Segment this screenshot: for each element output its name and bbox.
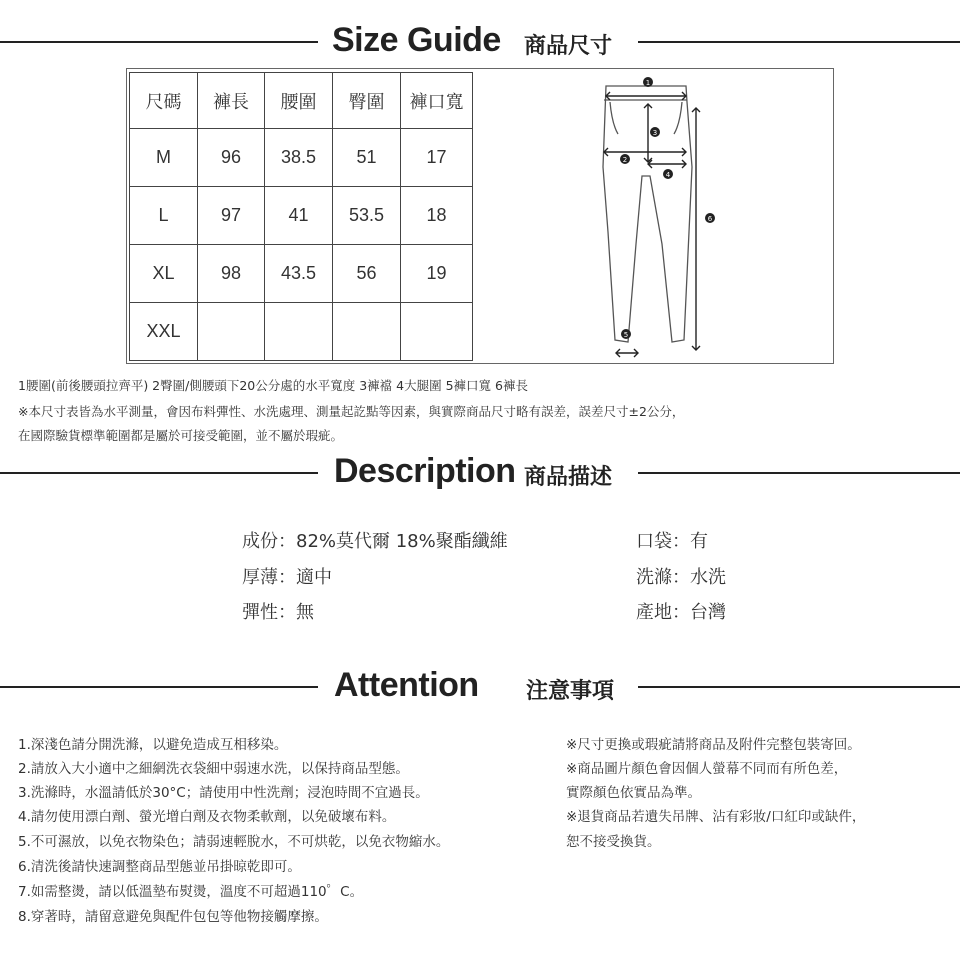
return-note: ※尺寸更換或瑕疵請將商品及附件完整包裝寄回。: [566, 737, 861, 753]
desc-thickness: [242, 563, 332, 589]
marker-label: 2: [622, 156, 628, 164]
desc-value: 水洗: [690, 567, 726, 588]
header-rule-left: [0, 686, 318, 688]
care-item: 7.如需整燙，請以低溫墊布熨燙，溫度不可超過110゜C。: [18, 884, 364, 900]
measurement-note-cont: 在國際驗貨標準範圍都是屬於可接受範圍，並不屬於瑕疵。: [18, 428, 344, 443]
desc-pocket: [636, 527, 708, 553]
header-size: 尺碼: [130, 73, 198, 129]
attention-header: [0, 662, 960, 712]
desc-material: [242, 527, 508, 553]
desc-value: 82%莫代爾 18%聚酯纖維: [296, 531, 508, 552]
care-item: 1.深淺色請分開洗滌，以避免造成互相移染。: [18, 737, 288, 753]
attention-title: Attention: [334, 666, 479, 704]
desc-label: 厚薄：: [242, 567, 296, 588]
cell-waist: 38.5: [265, 129, 333, 187]
return-note: 實際顏色依實品為準。: [566, 785, 701, 801]
table-row: [130, 187, 473, 245]
header-waist: 腰圍: [265, 73, 333, 129]
desc-origin: [636, 598, 726, 624]
return-note: 恕不接受換貨。: [566, 834, 661, 850]
cell-length: 97: [198, 187, 265, 245]
measurement-note: ※本尺寸表皆為水平測量，會因布料彈性、水洗處理、測量起訖點等因素，與實際商品尺寸略有誤差，誤差尺寸±2公分，: [18, 404, 685, 419]
desc-value: 無: [296, 602, 314, 623]
header-rule-left: [0, 41, 318, 43]
care-item: 2.請放入大小適中之細網洗衣袋細中弱速水洗，以保持商品型態。: [18, 761, 409, 777]
marker-label: 4: [665, 171, 671, 179]
cell-waist: 43.5: [265, 245, 333, 303]
care-item: 5.不可濕放，以免衣物染色；請弱速輕脫水，不可烘乾，以免衣物縮水。: [18, 834, 450, 850]
return-note: ※退貨商品若遺失吊牌、沾有彩妝/口紅印或缺件，: [566, 809, 866, 825]
size-guide-header: [0, 17, 960, 67]
cell-size: M: [130, 129, 198, 187]
cell-hip: 53.5: [333, 187, 401, 245]
cell-hip: 56: [333, 245, 401, 303]
table-row: [130, 129, 473, 187]
attention-title-zh: 注意事項: [526, 679, 615, 704]
cell-size: XXL: [130, 303, 198, 361]
size-table-header-row: [130, 73, 473, 129]
cell-hip: [333, 303, 401, 361]
cell-hem: [401, 303, 473, 361]
care-item: 8.穿著時，請留意避免與配件包包等他物接觸摩擦。: [18, 909, 328, 925]
header-hem: 褲口寬: [401, 73, 473, 129]
header-length: 褲長: [198, 73, 265, 129]
cell-waist: [265, 303, 333, 361]
desc-value: 有: [690, 531, 708, 552]
measure-marker-1: [643, 77, 653, 87]
desc-washing: [636, 563, 726, 589]
marker-label: 1: [645, 79, 651, 87]
size-guide-title: Size Guide: [332, 21, 501, 59]
cell-size: XL: [130, 245, 198, 303]
cell-waist: 41: [265, 187, 333, 245]
size-guide-title-zh: 商品尺寸: [524, 34, 613, 59]
measure-marker-2: [620, 154, 630, 164]
desc-label: 成份：: [242, 531, 296, 552]
description-header: [0, 448, 960, 498]
desc-value: 台灣: [690, 602, 726, 623]
size-table: [129, 72, 473, 361]
desc-elasticity: [242, 598, 314, 624]
desc-label: 口袋：: [636, 531, 690, 552]
cell-length: 98: [198, 245, 265, 303]
care-item: 4.請勿使用漂白劑、螢光增白劑及衣物柔軟劑，以免破壞布料。: [18, 809, 396, 825]
desc-label: 洗滌：: [636, 567, 690, 588]
header-rule-right: [638, 41, 960, 43]
description-title-zh: 商品描述: [524, 465, 613, 490]
header-hip: 臀圍: [333, 73, 401, 129]
cell-hip: 51: [333, 129, 401, 187]
table-row: [130, 303, 473, 361]
header-rule-right: [638, 472, 960, 474]
cell-length: 96: [198, 129, 265, 187]
pants-diagram: [588, 72, 728, 362]
desc-label: 彈性：: [242, 602, 296, 623]
marker-label: 5: [623, 331, 629, 339]
cell-length: [198, 303, 265, 361]
care-item: 3.洗滌時，水溫請低於30°C；請使用中性洗劑；浸泡時間不宜過長。: [18, 785, 429, 801]
measure-marker-5: [621, 329, 631, 339]
marker-label: 6: [707, 215, 713, 223]
measure-marker-3: [650, 127, 660, 137]
cell-size: L: [130, 187, 198, 245]
measure-marker-6: [705, 213, 715, 223]
return-note: ※商品圖片顏色會因個人螢幕不同而有所色差，: [566, 761, 848, 777]
measurement-legend: 1腰圍(前後腰頭拉齊平) 2臀圍/側腰頭下20公分處的水平寬度 3褲襠 4大腿圍 5褲口寬 6褲長: [18, 378, 528, 393]
marker-label: 3: [652, 129, 658, 137]
desc-label: 產地：: [636, 602, 690, 623]
header-rule-right: [638, 686, 960, 688]
table-row: [130, 245, 473, 303]
cell-hem: 18: [401, 187, 473, 245]
description-title: Description: [334, 452, 516, 490]
cell-hem: 17: [401, 129, 473, 187]
measure-marker-4: [663, 169, 673, 179]
care-item: 6.清洗後請快速調整商品型態並吊掛晾乾即可。: [18, 859, 301, 875]
desc-value: 適中: [296, 567, 332, 588]
header-rule-left: [0, 472, 318, 474]
cell-hem: 19: [401, 245, 473, 303]
